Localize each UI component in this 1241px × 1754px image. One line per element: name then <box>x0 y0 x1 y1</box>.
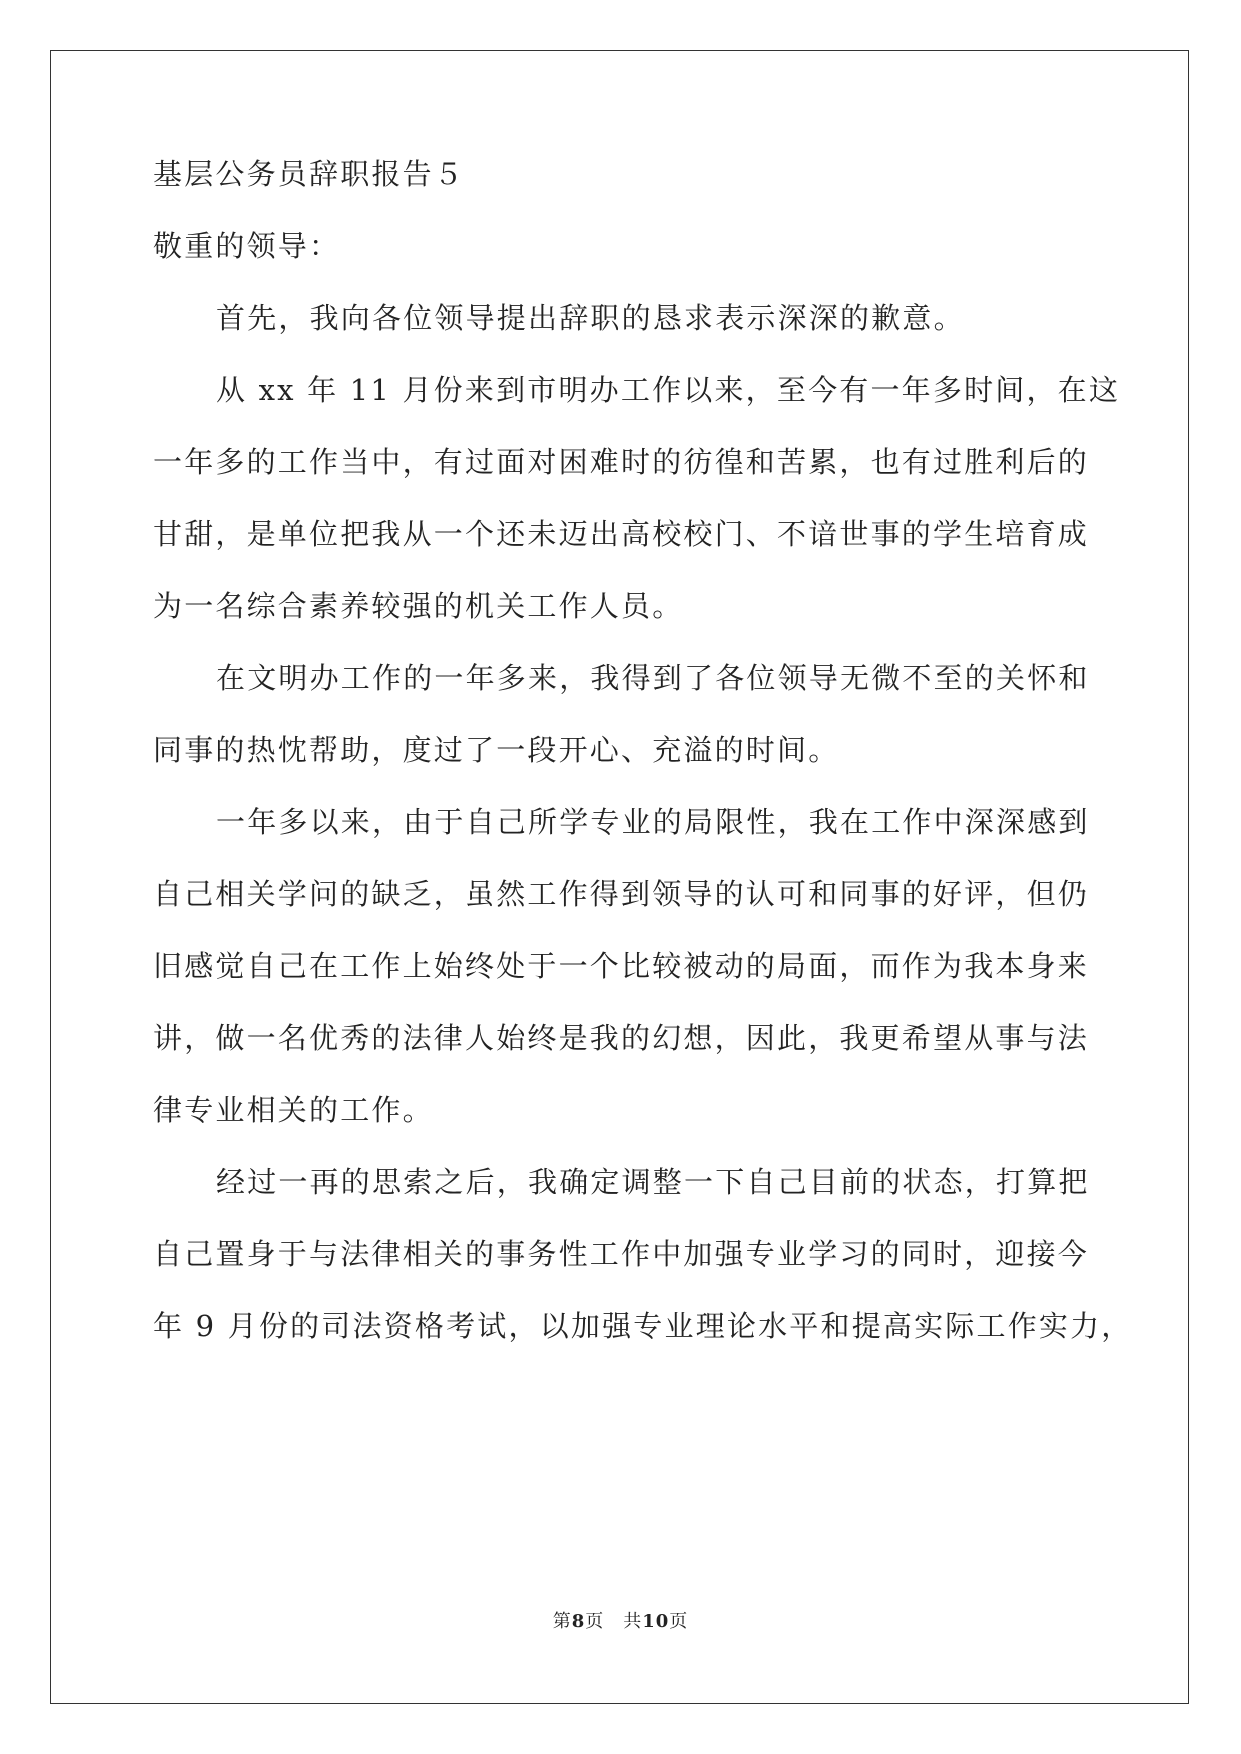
body-line: 律专业相关的工作。 <box>153 1093 434 1127</box>
body-line: 年 9 月份的司法资格考试，以加强专业理论水平和提高实际工作实力， <box>153 1309 1133 1343</box>
body-line: 首先，我向各位领导提出辞职的恳求表示深深的歉意。 <box>216 301 965 335</box>
footer-prefix: 第 <box>552 1611 572 1632</box>
total-page-number: 10 <box>642 1611 670 1632</box>
document-title: 基层公务员辞职报告５ <box>153 157 466 191</box>
body-line: 在文明办工作的一年多来，我得到了各位领导无微不至的关怀和 <box>216 661 1090 695</box>
body-line: 讲，做一名优秀的法律人始终是我的幻想，因此，我更希望从事与法 <box>153 1021 1090 1055</box>
body-line: 一年多的工作当中，有过面对困难时的彷徨和苦累，也有过胜利后的 <box>153 445 1090 479</box>
body-line: 甘甜，是单位把我从一个还未迈出高校校门、不谙世事的学生培育成 <box>153 517 1090 551</box>
page-footer <box>0 1610 1241 1634</box>
body-line: 从 xx 年 11 月份来到市明办工作以来，至今有一年多时间，在这 <box>216 373 1121 407</box>
body-line: 自己置身于与法律相关的事务性工作中加强专业学习的同时，迎接今 <box>153 1237 1090 1271</box>
body-line: 经过一再的思索之后，我确定调整一下自己目前的状态，打算把 <box>216 1165 1090 1199</box>
footer-suffix: 页 <box>669 1611 689 1632</box>
body-line: 自己相关学问的缺乏，虽然工作得到领导的认可和同事的好评，但仍 <box>153 877 1090 911</box>
body-line: 为一名综合素养较强的机关工作人员。 <box>153 589 684 623</box>
body-line: 一年多以来，由于自己所学专业的局限性，我在工作中深深感到 <box>216 805 1090 839</box>
body-line: 旧感觉自己在工作上始终处于一个比较被动的局面，而作为我本身来 <box>153 949 1090 983</box>
footer-middle: 页 共 <box>585 1611 643 1632</box>
current-page-number: 8 <box>571 1611 586 1632</box>
salutation: 敬重的领导： <box>153 229 341 263</box>
body-line: 同事的热忱帮助，度过了一段开心、充溢的时间。 <box>153 733 840 767</box>
